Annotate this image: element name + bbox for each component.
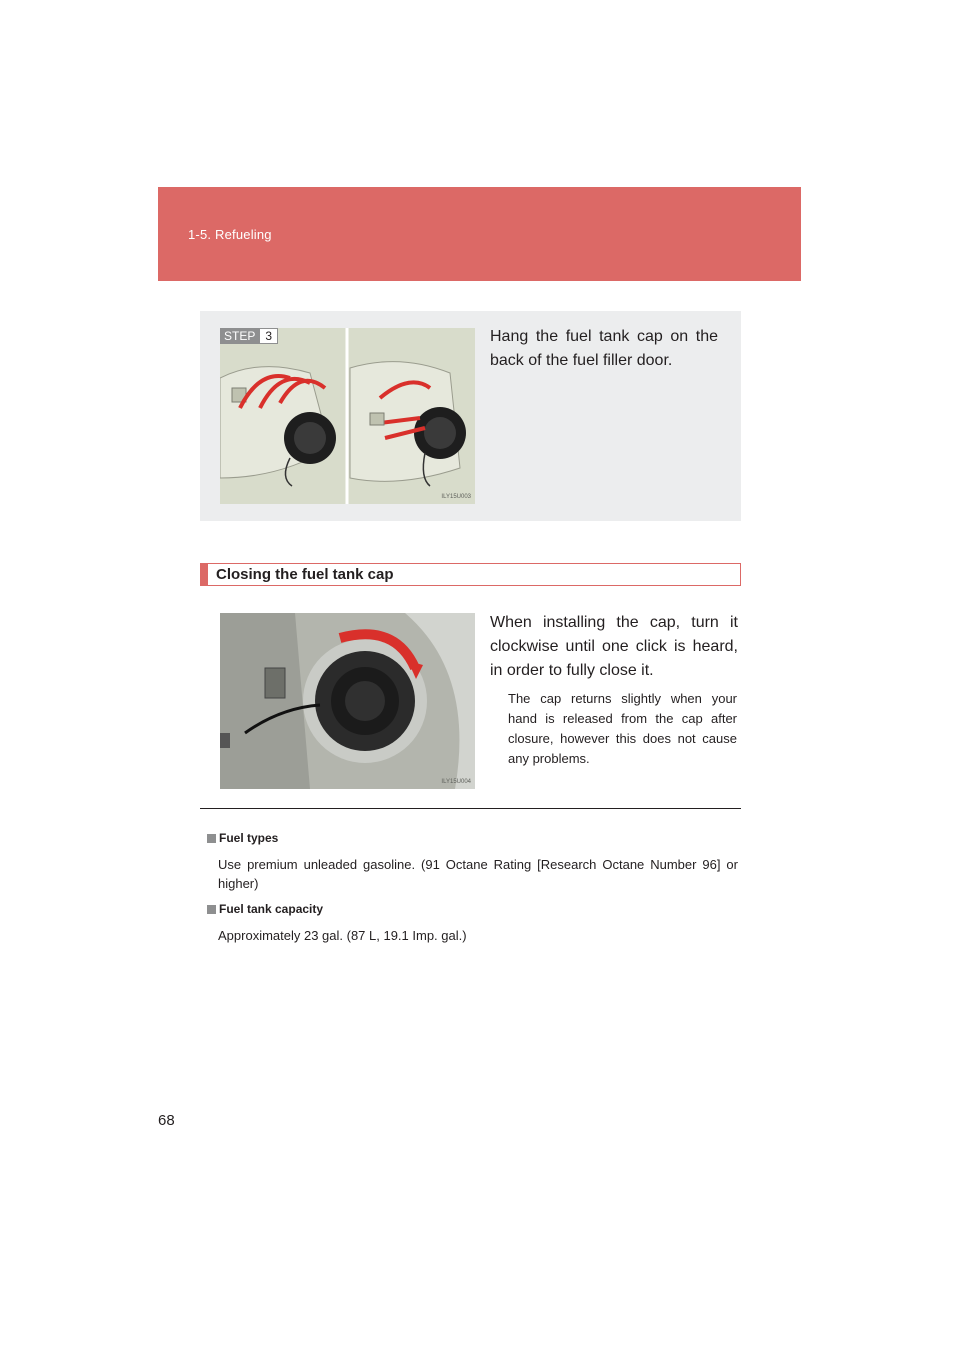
section-heading-bar (200, 563, 741, 586)
square-bullet-icon (207, 834, 216, 843)
image-code: ILY15U003 (441, 494, 471, 500)
image-code: ILY15U004 (441, 779, 471, 785)
section-header-band (158, 187, 801, 281)
fuel-cap-close-illustration (220, 613, 475, 789)
closing-instruction: When installing the cap, turn it clockwise until one click is heard, in order to fully close it. (490, 614, 738, 679)
note-title-text: Fuel types (219, 831, 279, 845)
note-body-fuel-tank-capacity: Approximately 23 gal. (87 L, 19.1 Imp. gal.) (218, 928, 467, 943)
step-label: STEP (220, 328, 259, 344)
page-number: 68 (158, 1112, 175, 1129)
fuel-cap-hang-illustration (220, 328, 475, 504)
section-title: 1-5. Refueling (188, 227, 272, 242)
step-instruction: Hang the fuel tank cap on the back of the fuel filler door. (490, 328, 718, 369)
step-panel (200, 311, 741, 521)
section-heading: Closing the fuel tank cap (216, 566, 394, 583)
note-title-text: Fuel tank capacity (219, 902, 324, 916)
note-body-fuel-types: Use premium unleaded gasoline. (91 Octane Rating [Research Octane Number 96] or higher) (218, 857, 738, 891)
note-title-fuel-types (207, 831, 278, 845)
square-bullet-icon (207, 905, 216, 914)
note-title-fuel-tank-capacity (207, 902, 323, 916)
closing-note: The cap returns slightly when your hand is released from the cap after closure, however this does not cause any problems. (508, 691, 737, 766)
step-number: 3 (259, 328, 278, 344)
step-badge (220, 328, 278, 344)
section-divider (200, 808, 741, 809)
